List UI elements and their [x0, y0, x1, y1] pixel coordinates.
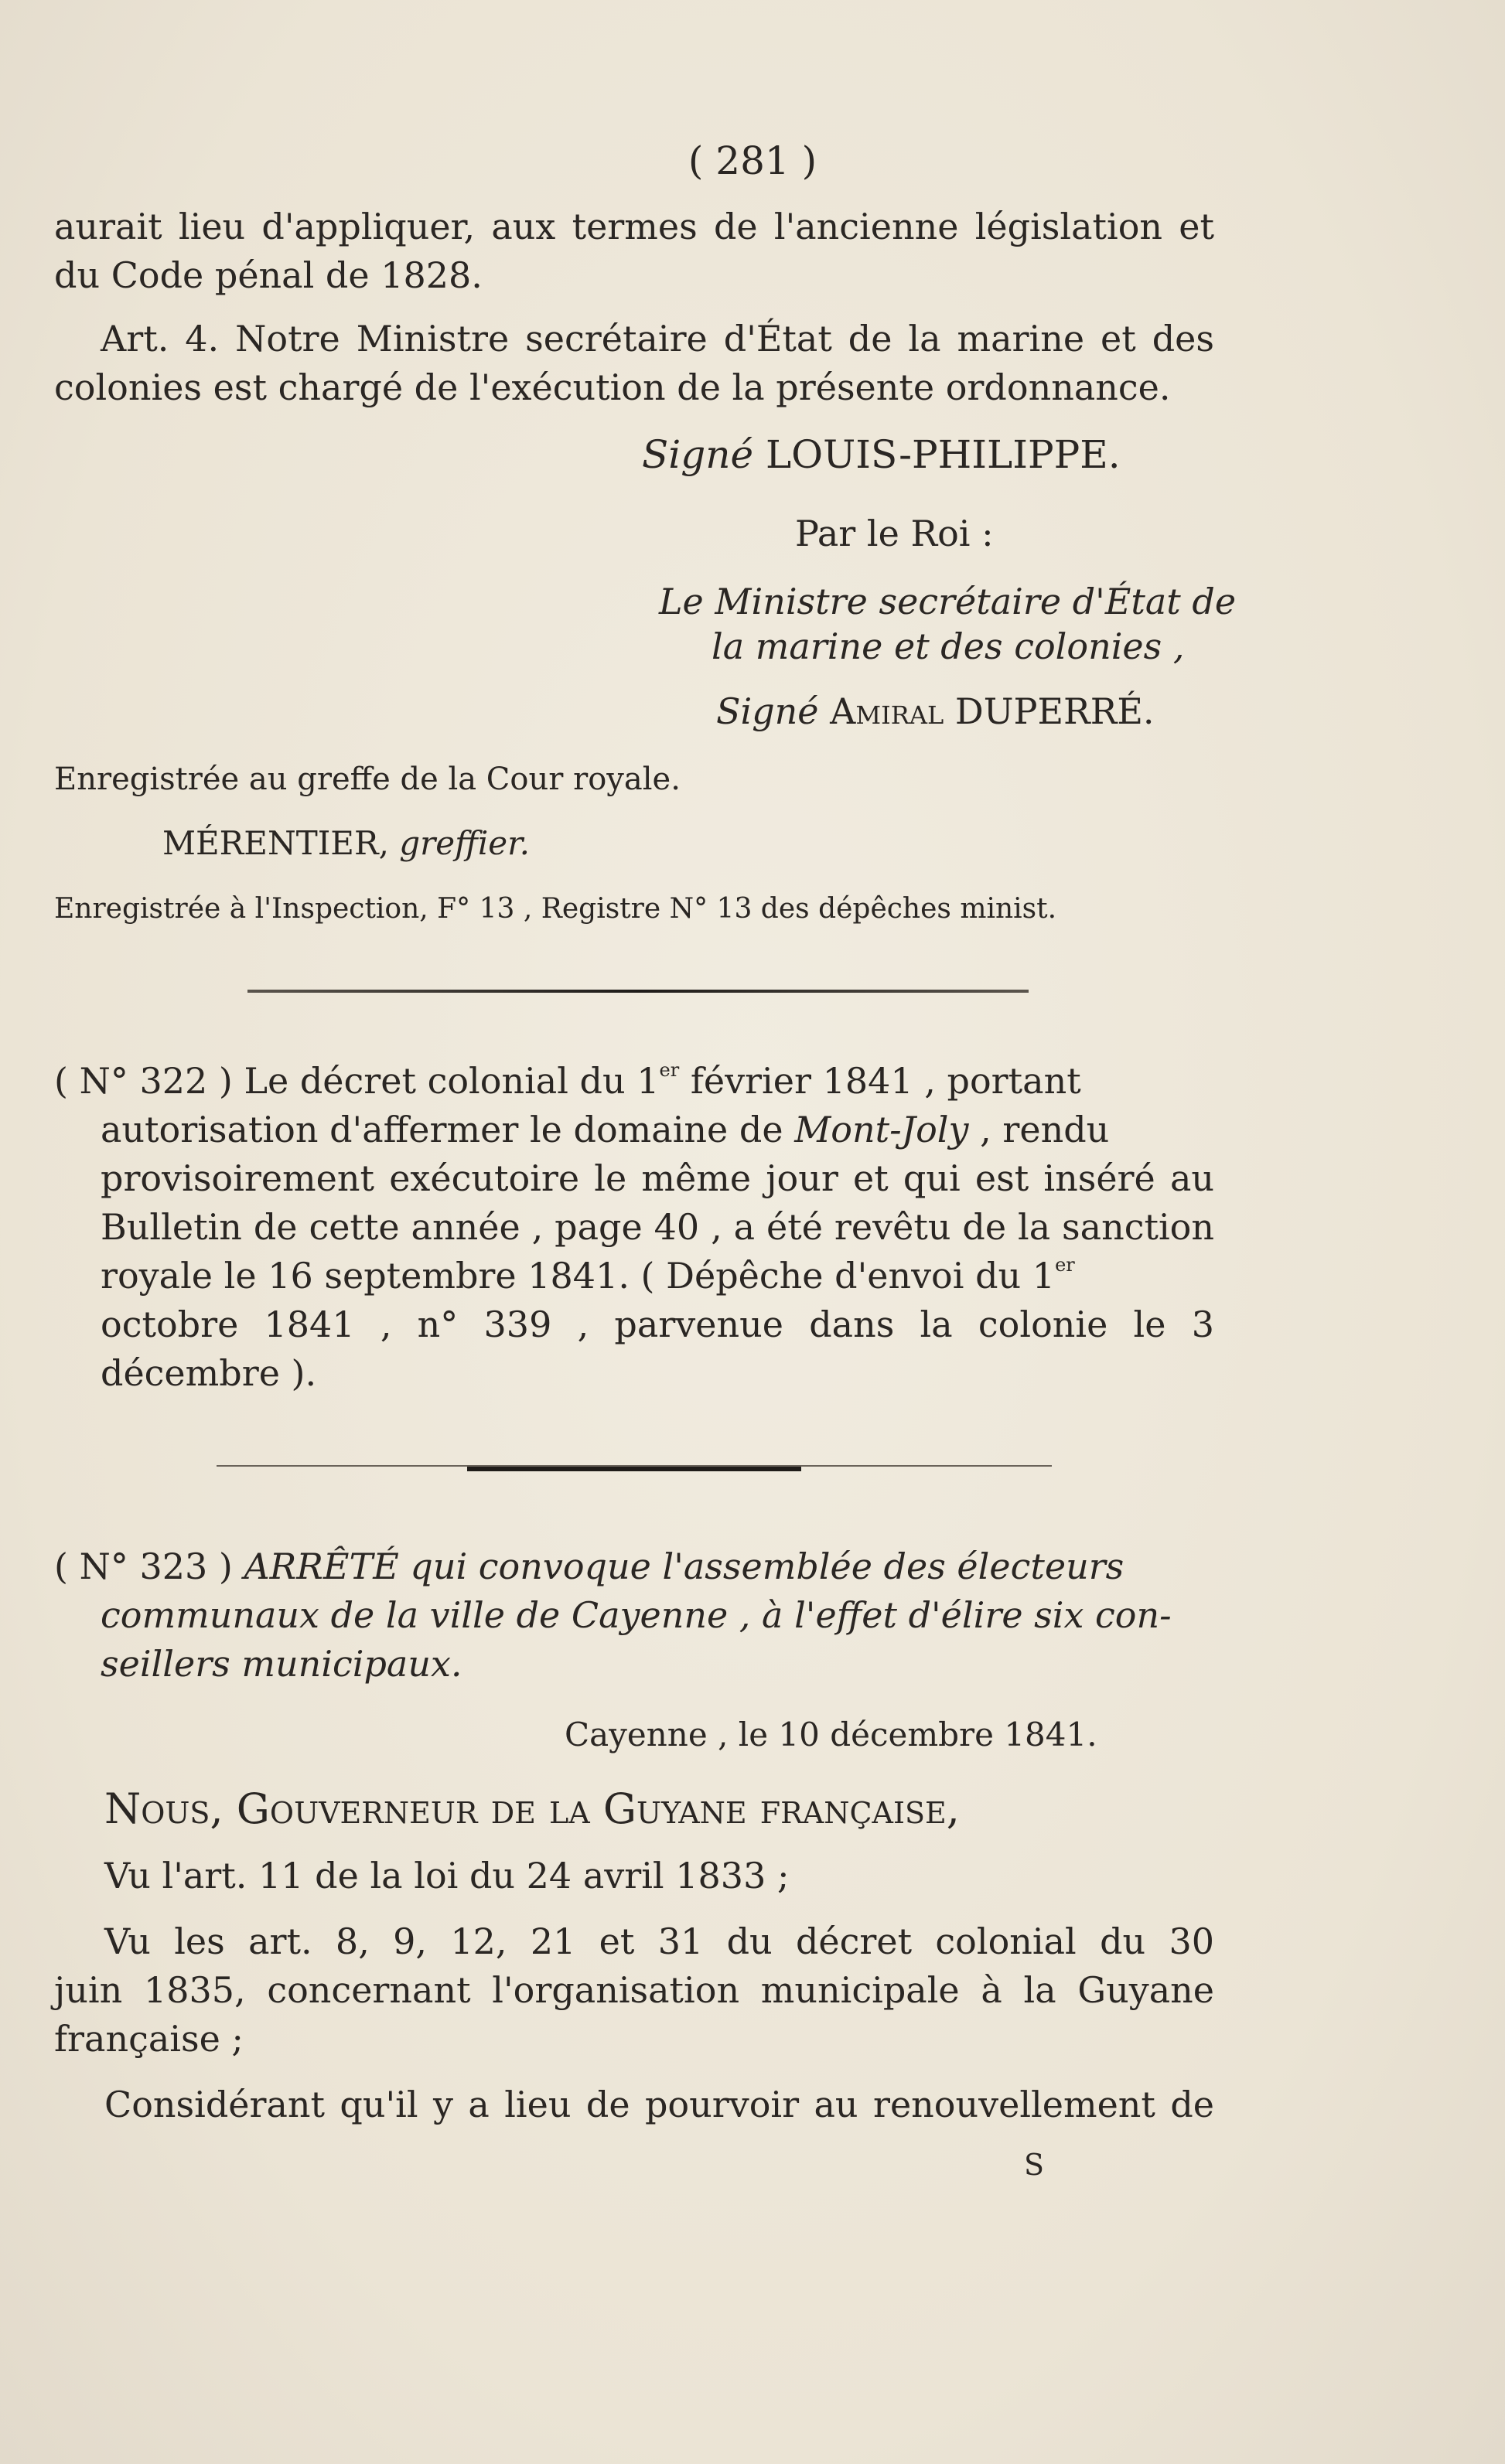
clerk-signature — [162, 822, 530, 865]
nous-gouverneur: Nous, Gouverneur de la Guyane française, — [104, 1784, 960, 1833]
superscript: er — [1055, 1253, 1075, 1276]
minister-signature — [716, 690, 1155, 733]
notice-323-title: ARRÊTÉ qui convoque l'assemblée des électeurs — [244, 1546, 1124, 1587]
king-name: LOUIS-PHILIPPE. — [765, 432, 1121, 477]
notice-322-text: Le décret colonial du 1 — [244, 1060, 660, 1102]
par-le-roi: Par le Roi : — [795, 513, 994, 554]
clerk-name: MÉRENTIER, — [162, 824, 389, 862]
dateline: Cayenne , le 10 décembre 1841. — [565, 1716, 1097, 1753]
notice-322-line-5 — [101, 1254, 1075, 1297]
notice-322-line-2 — [101, 1108, 1109, 1151]
superscript: er — [659, 1058, 680, 1081]
greffe-registration: Enregistrée au greffe de la Cour royale. — [54, 762, 681, 797]
notice-322-line-6: octobre 1841 , n° 339 , parvenue dans la colonie le 3 — [101, 1304, 1214, 1345]
amiral-rank: Amiral — [830, 690, 944, 732]
section-divider — [247, 990, 1029, 993]
king-signature — [642, 433, 1121, 476]
signe-label: Signé — [716, 690, 819, 732]
minister-title-line-2: la marine et des colonies , — [712, 625, 1185, 667]
signature-mark: S — [1024, 2148, 1045, 2182]
notice-322-number: ( N° 322 ) — [54, 1060, 233, 1102]
vu-decret-line-1: Vu les art. 8, 9, 12, 21 et 31 du décret colonial du 30 — [104, 1920, 1214, 1962]
signe-label: Signé — [642, 432, 754, 477]
vu-loi: Vu l'art. 11 de la loi du 24 avril 1833 ; — [104, 1855, 790, 1897]
page-number: ( 281 ) — [688, 138, 817, 183]
notice-323-number: ( N° 323 ) — [54, 1546, 233, 1587]
minister-title-line-1: Le Ministre secrétaire d'État de — [659, 581, 1237, 622]
continuation-line-1: aurait lieu d'appliquer, aux termes de l'ancienne législation et — [54, 206, 1214, 247]
notice-322-line-3: provisoirement exécutoire le même jour et qui est inséré au — [101, 1157, 1214, 1199]
notice-322-line-7: décembre ). — [101, 1352, 317, 1394]
notice-322-text: royale le 16 septembre 1841. ( Dépêche d'envoi du 1 — [101, 1255, 1056, 1297]
article-4-line-2: colonies est chargé de l'exécution de la présente ordonnance. — [54, 366, 1171, 408]
notice-322-line-4: Bulletin de cette année , page 40 , a été revêtu de la sanction — [101, 1206, 1214, 1248]
continuation-line-2: du Code pénal de 1828. — [54, 254, 483, 296]
vu-decret-line-3: française ; — [54, 2018, 244, 2060]
place-name: Mont-Joly — [794, 1109, 969, 1150]
notice-323-title-line-2: communaux de la ville de Cayenne , à l'effet d'élire six con- — [101, 1594, 1172, 1636]
notice-322-text: , rendu — [968, 1109, 1110, 1150]
notice-322-line-1 — [54, 1059, 1081, 1102]
notice-322-text: février 1841 , portant — [679, 1060, 1081, 1102]
notice-322-text: autorisation d'affermer le domaine de — [101, 1109, 795, 1150]
minister-name: DUPERRÉ. — [954, 690, 1155, 732]
notice-323-title-line-1 — [54, 1545, 1124, 1588]
vu-decret-line-2: juin 1835, concernant l'organisation municipale à la Guyane — [54, 1969, 1214, 2011]
section-divider — [217, 1465, 1052, 1467]
article-4-line-1: Art. 4. Notre Ministre secrétaire d'État de la marine et des — [101, 318, 1214, 360]
inspection-registration: Enregistrée à l'Inspection, F° 13 , Registre N° 13 des dépêches minist. — [54, 893, 1057, 925]
notice-323-title-line-3: seillers municipaux. — [101, 1643, 462, 1685]
clerk-title: greffier. — [399, 824, 530, 862]
considerant: Considérant qu'il y a lieu de pourvoir au renouvellement de — [104, 2084, 1214, 2125]
